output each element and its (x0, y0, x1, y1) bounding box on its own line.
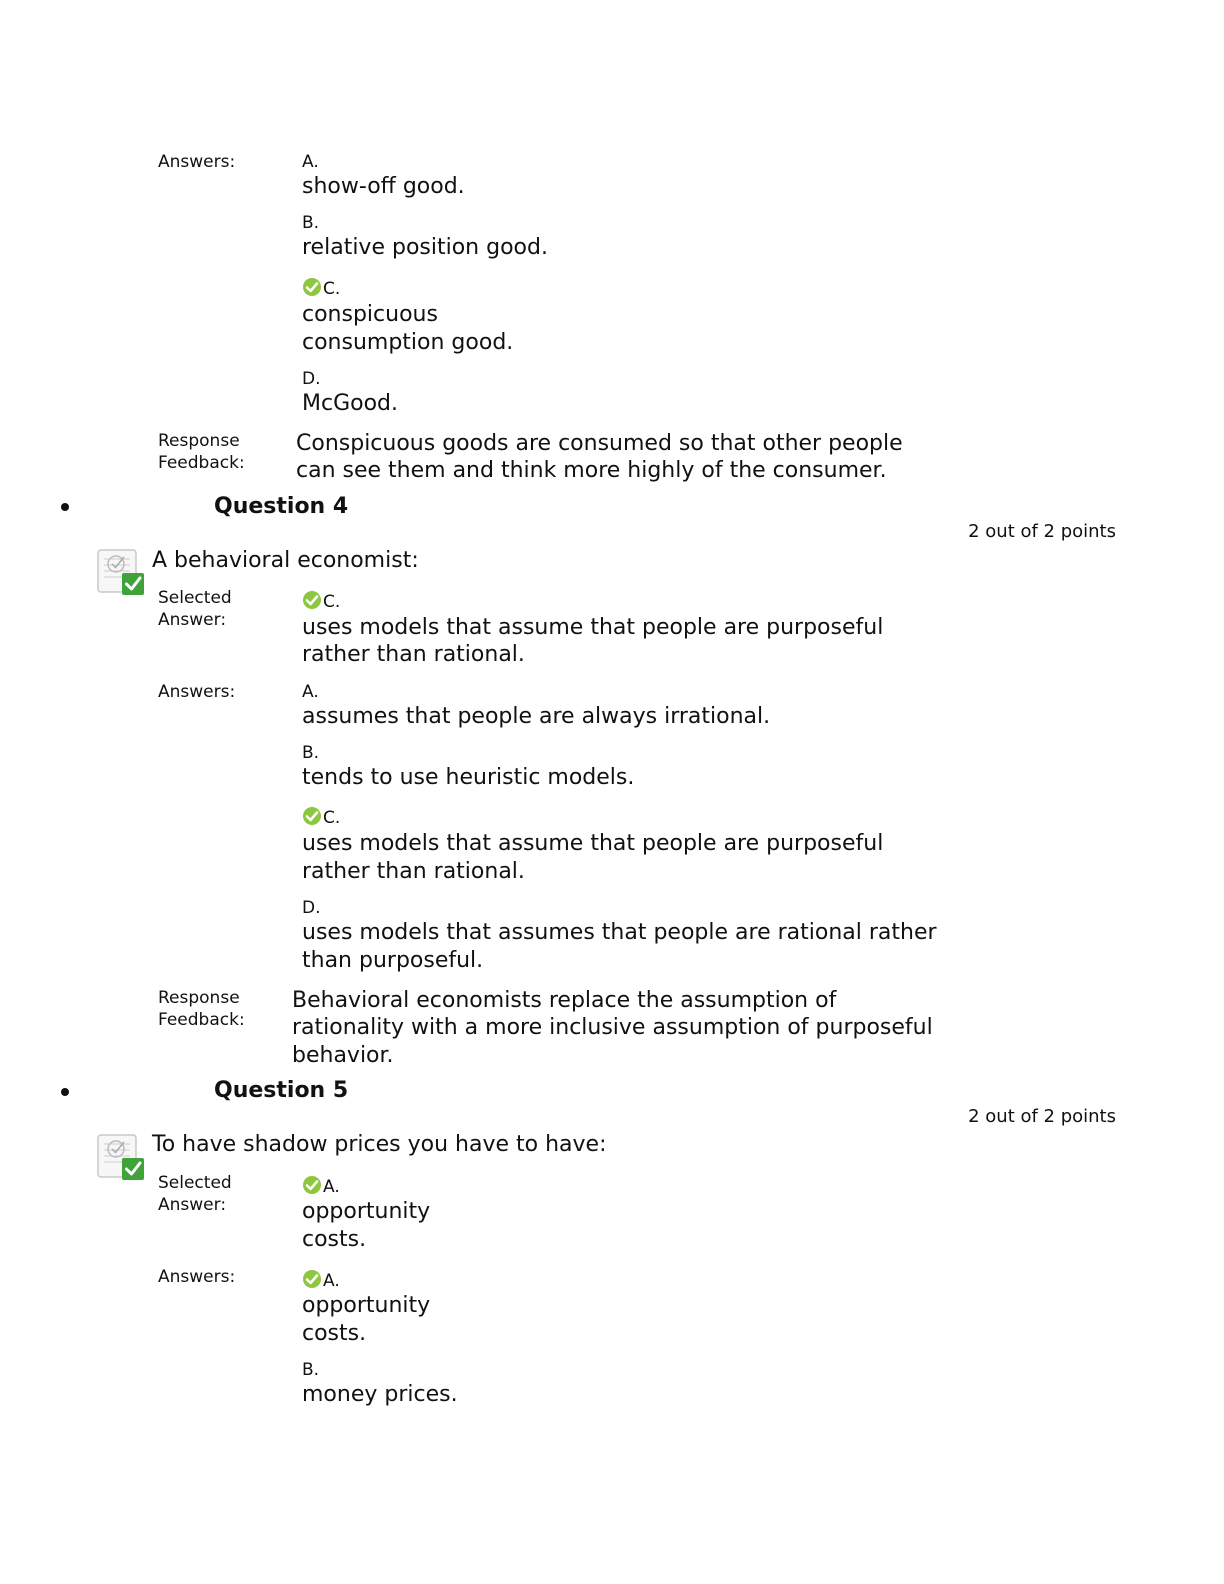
answer-text: uses models that assumes that people are rational rather (302, 920, 937, 945)
answer-text: consumption good. (302, 330, 514, 355)
question-title: Question 5 (214, 1078, 349, 1103)
answer-letter: A. (302, 152, 319, 172)
check-circle-icon (302, 1269, 322, 1289)
correct-answer-letter (302, 806, 340, 828)
list-bullet (61, 503, 69, 511)
answer-text: money prices. (302, 1382, 458, 1407)
selected-answer-letter (302, 1175, 340, 1197)
answers-label: Answers: (158, 152, 236, 172)
answer-letter: C. (323, 279, 341, 299)
answer-text: tends to use heuristic models. (302, 765, 635, 790)
question-title: Question 4 (214, 494, 349, 519)
answer-letter: C. (323, 808, 341, 828)
response-feedback-label: Feedback: (158, 1010, 245, 1030)
question-text: A behavioral economist: (152, 548, 419, 573)
list-bullet (61, 1088, 69, 1096)
selected-answer-label: Selected (158, 1173, 232, 1193)
answer-text: costs. (302, 1321, 367, 1346)
answer-letter: D. (302, 369, 321, 389)
question-points: 2 out of 2 points (968, 521, 1116, 542)
feedback-text: Behavioral economists replace the assumption of (292, 988, 837, 1013)
answer-letter: A. (323, 1177, 340, 1197)
selected-answer-text: rather than rational. (302, 642, 525, 667)
feedback-text: Conspicuous goods are consumed so that other people (296, 431, 903, 456)
selected-answer-text: costs. (302, 1227, 367, 1252)
check-circle-icon (302, 590, 322, 610)
answer-text: opportunity (302, 1293, 431, 1318)
feedback-text: can see them and think more highly of the consumer. (296, 458, 887, 483)
answer-text: relative position good. (302, 235, 548, 260)
selected-answer-label: Answer: (158, 1195, 227, 1215)
answer-text: uses models that assume that people are purposeful (302, 831, 884, 856)
check-circle-icon (302, 806, 322, 826)
question-text: To have shadow prices you have to have: (152, 1132, 607, 1157)
response-feedback-label: Response (158, 431, 240, 451)
answer-text: conspicuous (302, 302, 438, 327)
response-feedback-label: Feedback: (158, 453, 245, 473)
selected-answer-text: uses models that assume that people are purposeful (302, 615, 884, 640)
answer-letter: B. (302, 213, 320, 233)
correct-answer-letter (302, 1269, 340, 1291)
check-circle-icon (302, 1175, 322, 1195)
correct-answer-letter (302, 277, 340, 299)
response-feedback-label: Response (158, 988, 240, 1008)
selected-answer-text: opportunity (302, 1199, 431, 1224)
answer-text: than purposeful. (302, 948, 484, 973)
graded-correct-icon (96, 546, 146, 596)
question-points: 2 out of 2 points (968, 1106, 1116, 1127)
feedback-text: behavior. (292, 1043, 394, 1068)
answers-label: Answers: (158, 1267, 236, 1287)
answers-label: Answers: (158, 682, 236, 702)
answer-letter: A. (323, 1271, 340, 1291)
answer-letter: C. (323, 592, 341, 612)
selected-answer-label: Answer: (158, 610, 227, 630)
answer-letter: B. (302, 1360, 320, 1380)
answer-text: show-off good. (302, 174, 465, 199)
answer-letter: A. (302, 682, 319, 702)
check-circle-icon (302, 277, 322, 297)
graded-correct-icon (96, 1131, 146, 1181)
selected-answer-label: Selected (158, 588, 232, 608)
feedback-text: rationality with a more inclusive assumption of purposeful (292, 1015, 933, 1040)
selected-answer-letter (302, 590, 340, 612)
answer-text: assumes that people are always irrational. (302, 704, 771, 729)
answer-text: rather than rational. (302, 859, 525, 884)
answer-letter: B. (302, 743, 320, 763)
answer-text: McGood. (302, 391, 399, 416)
answer-letter: D. (302, 898, 321, 918)
